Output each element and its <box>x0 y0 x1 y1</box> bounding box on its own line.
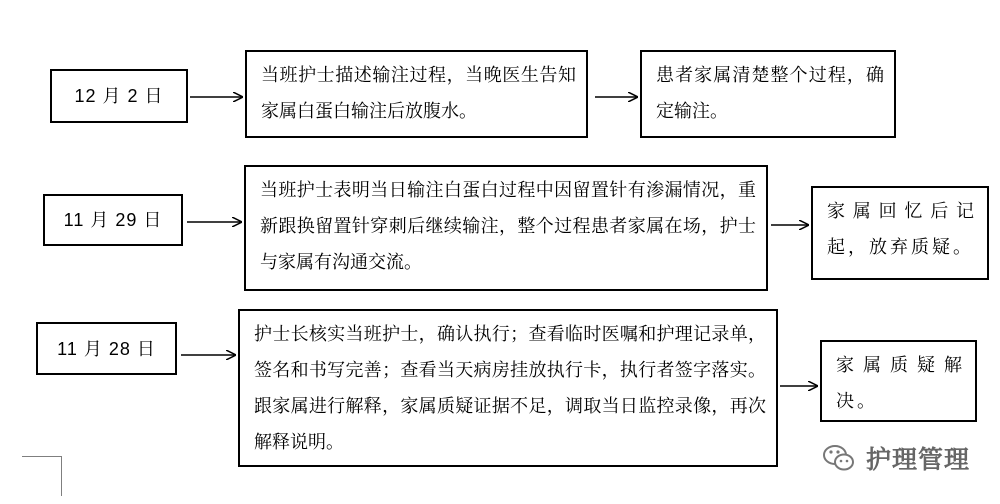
date-box-1 <box>50 69 188 123</box>
process-text: 当班护士描述输注过程，当晚医生告知家属白蛋白输注后放腹水。 <box>261 65 576 122</box>
date-label: 11 月 28 日 <box>57 338 156 359</box>
process-text: 当班护士表明当日输注白蛋白过程中因留置针有渗漏情况，重新跟换留置针穿刺后继续输注，整个过程患者家属在场，护士与家属有沟通交流。 <box>260 180 756 273</box>
process-box-1 <box>245 50 588 138</box>
process-box-3 <box>238 309 778 467</box>
date-box-2 <box>43 194 183 246</box>
result-box-3 <box>820 340 977 422</box>
result-box-2 <box>811 186 989 280</box>
date-box-3 <box>36 322 177 375</box>
process-text: 护士长核实当班护士，确认执行；查看临时医嘱和护理记录单，签名和书写完善；查看当天病房挂放执行卡，执行者签字落实。跟家属进行解释，家属质疑证据不足，调取当日监控录像，再次解释说明。 <box>254 324 766 453</box>
page-corner-mark <box>22 456 62 496</box>
result-text: 家属回忆后记起，放弃质疑。 <box>827 201 977 258</box>
result-box-1 <box>640 50 896 138</box>
result-text: 患者家属清楚整个过程，确定输注。 <box>656 65 884 122</box>
result-text: 家属质疑解决。 <box>836 355 965 412</box>
watermark <box>822 440 970 476</box>
date-label: 11 月 29 日 <box>63 210 163 230</box>
watermark-text: 护理管理 <box>866 445 971 474</box>
process-box-2 <box>244 165 768 291</box>
wechat-icon <box>822 441 856 475</box>
date-label: 12 月 2 日 <box>74 86 164 106</box>
